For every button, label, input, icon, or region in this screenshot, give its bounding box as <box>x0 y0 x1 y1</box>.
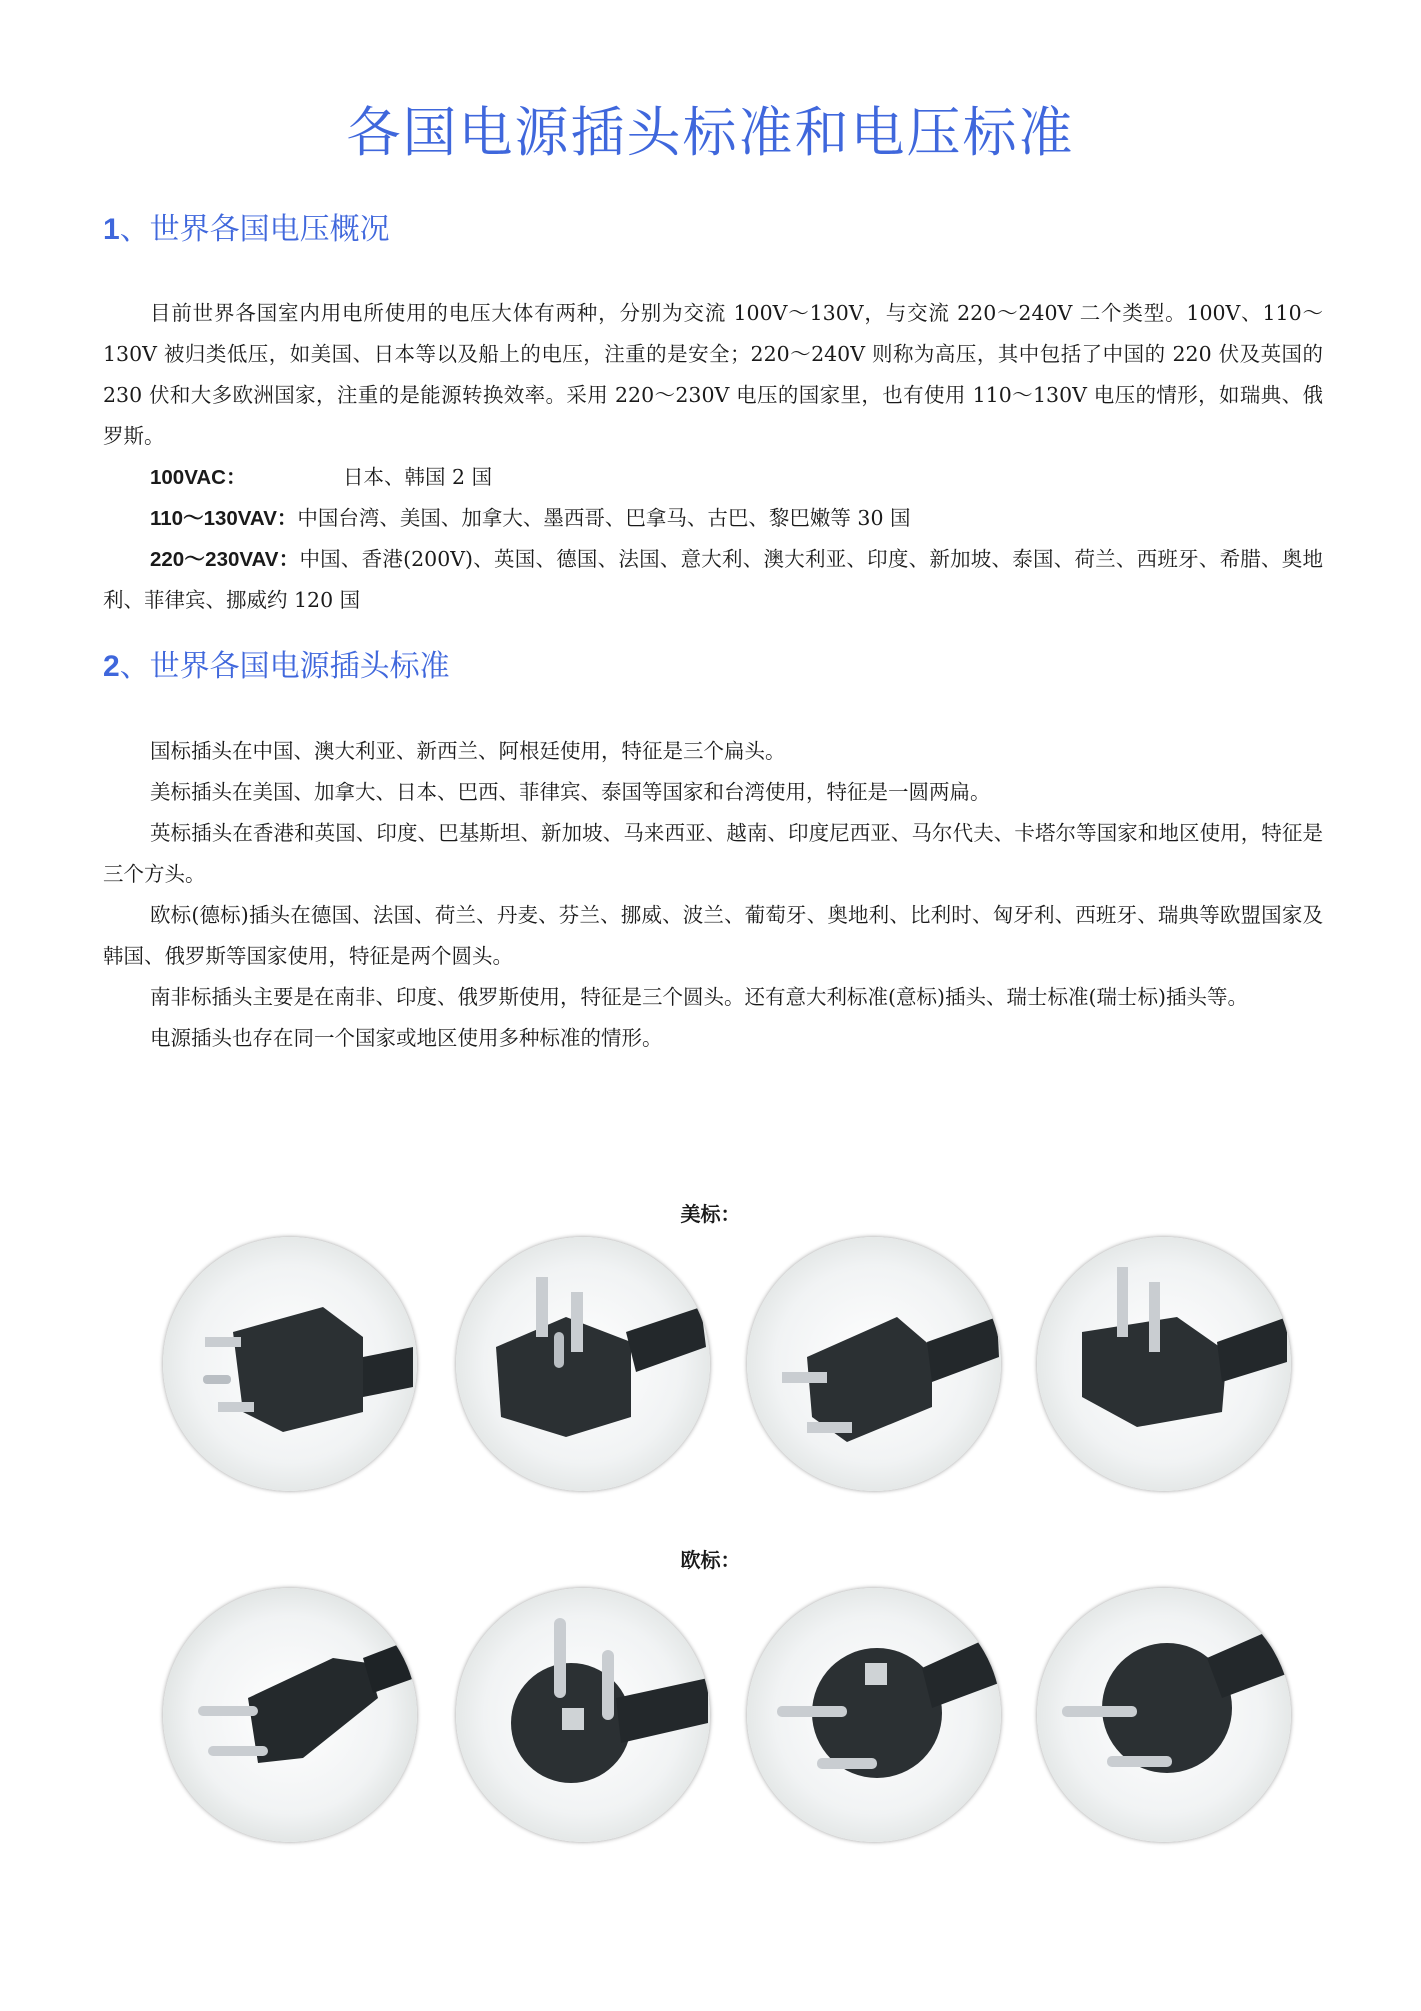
voltage-line-110-130 <box>103 498 1323 539</box>
plug-paragraph-eu: 欧标(德标)插头在德国、法国、荷兰、丹麦、芬兰、挪威、波兰、葡萄牙、奥地利、比利时、匈牙利、西班牙、瑞典等欧盟国家及韩国、俄罗斯等国家使用，特征是两个圆头。 <box>103 903 1323 968</box>
us-three-prong-plug-icon <box>163 1237 417 1491</box>
voltage-label: 220～230VAV： <box>150 548 300 571</box>
eu-plug-caption: 欧标： <box>680 1548 741 1572</box>
us-plug-caption: 美标： <box>680 1202 741 1226</box>
voltage-line-100 <box>103 457 1323 498</box>
us-angled-plug-icon <box>456 1237 710 1491</box>
section-2-body <box>103 731 1323 1059</box>
voltage-countries: 中国台湾、美国、加拿大、墨西哥、巴拿马、古巴、黎巴嫩等 30 国 <box>297 506 911 530</box>
eu-schuko-plug-icon <box>456 1588 710 1842</box>
plug-paragraph-mixed: 电源插头也存在同一个国家或地区使用多种标准的情形。 <box>150 1026 663 1050</box>
section-1-heading <box>103 210 390 250</box>
us-plug-photo-3 <box>747 1237 1001 1491</box>
section-1-number: 1 <box>103 213 120 246</box>
plug-paragraph-uk: 英标插头在香港和英国、印度、巴基斯坦、新加坡、马来西亚、越南、印度尼西亚、马尔代夫、卡塔尔等国家和地区使用，特征是三个方头。 <box>103 821 1323 886</box>
voltage-label: 110～130VAV： <box>150 507 298 530</box>
eu-flat-two-pin-plug-icon <box>163 1588 417 1842</box>
plug-paragraph-us: 美标插头在美国、加拿大、日本、巴西、菲律宾、泰国等国家和台湾使用，特征是一圆两扁。 <box>150 780 991 804</box>
section-2-heading-text: 、世界各国电源插头标准 <box>119 649 450 684</box>
us-plug-photo-2 <box>456 1237 710 1491</box>
eu-round-plug-icon <box>1037 1588 1291 1842</box>
plug-paragraph-za: 南非标插头主要是在南非、印度、俄罗斯使用，特征是三个圆头。还有意大利标准(意标)插头、瑞士标准(瑞士标)插头等。 <box>150 985 1248 1009</box>
plug-paragraph-cn: 国标插头在中国、澳大利亚、新西兰、阿根廷使用，特征是三个扁头。 <box>150 739 786 763</box>
voltage-label: 100VAC： <box>150 466 247 489</box>
section-2-number: 2 <box>103 650 120 683</box>
page-title: 各国电源插头标准和电压标准 <box>346 101 1075 164</box>
eu-plug-row <box>0 1588 1421 1838</box>
eu-plug-photo-3 <box>747 1588 1001 1842</box>
us-plug-row <box>0 1237 1421 1487</box>
voltage-intro-paragraph: 目前世界各国室内用电所使用的电压大体有两种，分别为交流 100V～130V，与交流 220～240V 二个类型。100V、110～130V 被归类低压，如美国、日本等以及船上的电压，注重的是安全；220～240V 则称为高压，其中包括了中国的 220 伏及英国的 230 伏和大多欧洲国家，注重的是能源转换效率。采用 220～230V 电压的国家里，也有使用 110～130V 电压的情形，如瑞典、俄罗斯。 <box>103 301 1323 448</box>
section-2-heading <box>103 647 450 687</box>
us-plug-photo-4 <box>1037 1237 1291 1491</box>
section-1-body <box>103 293 1323 621</box>
voltage-line-220-230 <box>103 539 1323 621</box>
eu-plug-photo-1 <box>163 1588 417 1842</box>
voltage-countries: 日本、韩国 2 国 <box>343 465 493 489</box>
eu-plug-photo-2 <box>456 1588 710 1842</box>
eu-schuko-plug-front-icon <box>747 1588 1001 1842</box>
eu-plug-photo-4 <box>1037 1588 1291 1842</box>
us-two-prong-plug-icon <box>747 1237 1001 1491</box>
section-1-heading-text: 、世界各国电压概况 <box>119 212 390 247</box>
us-right-angle-plug-icon <box>1037 1237 1291 1491</box>
us-plug-photo-1 <box>163 1237 417 1491</box>
voltage-countries: 中国、香港(200V)、英国、德国、法国、意大利、澳大利亚、印度、新加坡、泰国、荷兰、西班牙、希腊、奥地利、菲律宾、挪威约 120 国 <box>103 547 1324 612</box>
